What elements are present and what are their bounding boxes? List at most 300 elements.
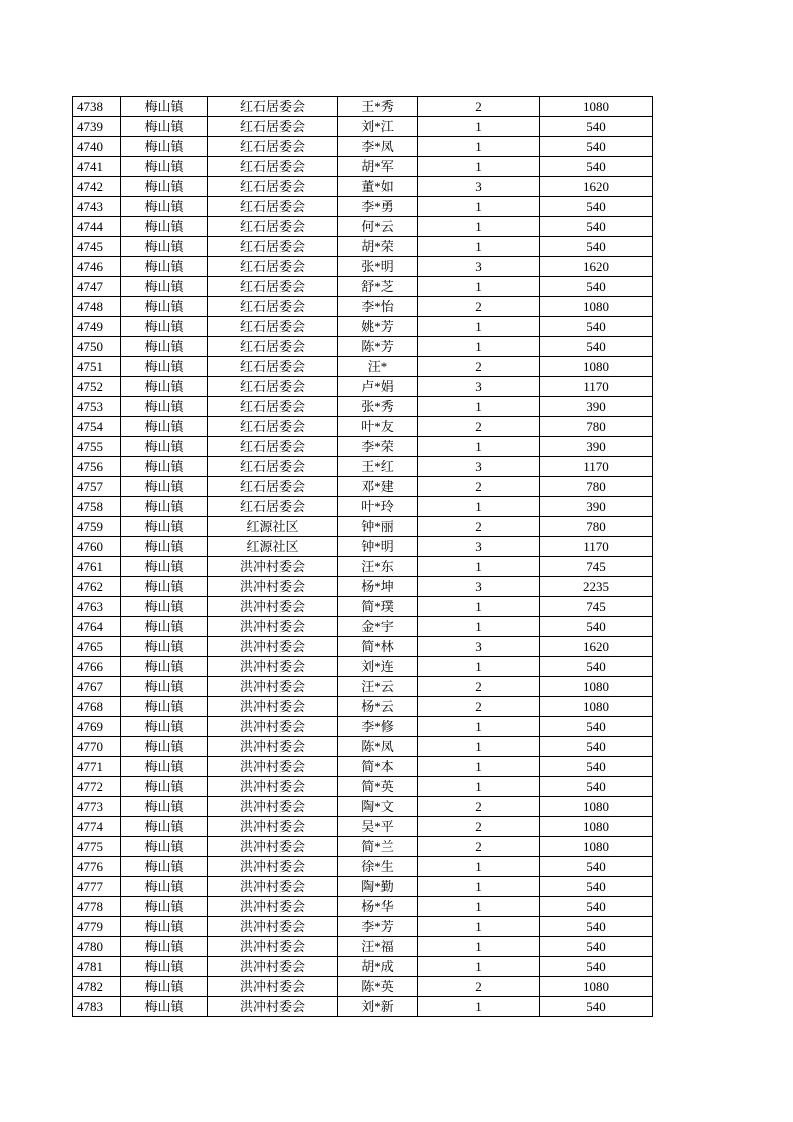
committee-cell: 红石居委会	[208, 157, 338, 177]
household-count-cell: 2	[418, 677, 540, 697]
amount-cell: 540	[540, 757, 653, 777]
household-count-cell: 1	[418, 597, 540, 617]
row-number-cell: 4764	[73, 617, 121, 637]
row-number-cell: 4754	[73, 417, 121, 437]
household-count-cell: 2	[418, 697, 540, 717]
name-cell: 钟*丽	[338, 517, 418, 537]
household-count-cell: 1	[418, 237, 540, 257]
town-cell: 梅山镇	[121, 697, 208, 717]
town-cell: 梅山镇	[121, 477, 208, 497]
row-number-cell: 4779	[73, 917, 121, 937]
table-row	[73, 117, 653, 137]
name-cell: 何*云	[338, 217, 418, 237]
amount-cell: 390	[540, 497, 653, 517]
table-row	[73, 97, 653, 117]
name-cell: 汪*东	[338, 557, 418, 577]
name-cell: 简*璞	[338, 597, 418, 617]
committee-cell: 红石居委会	[208, 197, 338, 217]
name-cell: 陈*凤	[338, 737, 418, 757]
town-cell: 梅山镇	[121, 557, 208, 577]
row-number-cell: 4771	[73, 757, 121, 777]
committee-cell: 洪冲村委会	[208, 557, 338, 577]
table-row	[73, 877, 653, 897]
row-number-cell: 4769	[73, 717, 121, 737]
town-cell: 梅山镇	[121, 277, 208, 297]
committee-cell: 红石居委会	[208, 317, 338, 337]
amount-cell: 1080	[540, 817, 653, 837]
town-cell: 梅山镇	[121, 597, 208, 617]
committee-cell: 洪冲村委会	[208, 937, 338, 957]
row-number-cell: 4774	[73, 817, 121, 837]
table-row	[73, 197, 653, 217]
household-count-cell: 3	[418, 537, 540, 557]
town-cell: 梅山镇	[121, 337, 208, 357]
row-number-cell: 4743	[73, 197, 121, 217]
town-cell: 梅山镇	[121, 917, 208, 937]
town-cell: 梅山镇	[121, 417, 208, 437]
amount-cell: 1080	[540, 97, 653, 117]
household-count-cell: 1	[418, 337, 540, 357]
amount-cell: 780	[540, 417, 653, 437]
row-number-cell: 4738	[73, 97, 121, 117]
household-count-cell: 1	[418, 217, 540, 237]
household-count-cell: 1	[418, 137, 540, 157]
town-cell: 梅山镇	[121, 617, 208, 637]
committee-cell: 洪冲村委会	[208, 977, 338, 997]
table-row	[73, 357, 653, 377]
name-cell: 胡*军	[338, 157, 418, 177]
amount-cell: 1080	[540, 297, 653, 317]
table-row	[73, 477, 653, 497]
row-number-cell: 4763	[73, 597, 121, 617]
committee-cell: 红石居委会	[208, 117, 338, 137]
table-row	[73, 797, 653, 817]
household-count-cell: 3	[418, 377, 540, 397]
town-cell: 梅山镇	[121, 517, 208, 537]
name-cell: 简*本	[338, 757, 418, 777]
row-number-cell: 4781	[73, 957, 121, 977]
household-count-cell: 1	[418, 317, 540, 337]
row-number-cell: 4748	[73, 297, 121, 317]
table-row	[73, 497, 653, 517]
town-cell: 梅山镇	[121, 157, 208, 177]
amount-cell: 540	[540, 217, 653, 237]
row-number-cell: 4767	[73, 677, 121, 697]
household-count-cell: 1	[418, 437, 540, 457]
name-cell: 陈*芳	[338, 337, 418, 357]
town-cell: 梅山镇	[121, 677, 208, 697]
household-count-cell: 1	[418, 877, 540, 897]
committee-cell: 洪冲村委会	[208, 997, 338, 1017]
committee-cell: 红石居委会	[208, 377, 338, 397]
amount-cell: 745	[540, 557, 653, 577]
committee-cell: 红石居委会	[208, 177, 338, 197]
table-row	[73, 557, 653, 577]
committee-cell: 红石居委会	[208, 237, 338, 257]
amount-cell: 2235	[540, 577, 653, 597]
table-row	[73, 697, 653, 717]
row-number-cell: 4751	[73, 357, 121, 377]
amount-cell: 1620	[540, 637, 653, 657]
table-row	[73, 177, 653, 197]
amount-cell: 1080	[540, 797, 653, 817]
name-cell: 简*兰	[338, 837, 418, 857]
town-cell: 梅山镇	[121, 377, 208, 397]
committee-cell: 红石居委会	[208, 457, 338, 477]
row-number-cell: 4747	[73, 277, 121, 297]
committee-cell: 红石居委会	[208, 217, 338, 237]
name-cell: 胡*荣	[338, 237, 418, 257]
amount-cell: 540	[540, 617, 653, 637]
name-cell: 李*勇	[338, 197, 418, 217]
name-cell: 刘*新	[338, 997, 418, 1017]
row-number-cell: 4752	[73, 377, 121, 397]
committee-cell: 洪冲村委会	[208, 697, 338, 717]
committee-cell: 洪冲村委会	[208, 617, 338, 637]
table-row	[73, 297, 653, 317]
committee-cell: 红石居委会	[208, 357, 338, 377]
table-row	[73, 537, 653, 557]
row-number-cell: 4778	[73, 897, 121, 917]
committee-cell: 红源社区	[208, 517, 338, 537]
town-cell: 梅山镇	[121, 937, 208, 957]
table-row	[73, 397, 653, 417]
amount-cell: 540	[540, 117, 653, 137]
amount-cell: 540	[540, 237, 653, 257]
table-row	[73, 817, 653, 837]
town-cell: 梅山镇	[121, 257, 208, 277]
row-number-cell: 4770	[73, 737, 121, 757]
town-cell: 梅山镇	[121, 897, 208, 917]
row-number-cell: 4773	[73, 797, 121, 817]
household-count-cell: 1	[418, 757, 540, 777]
committee-cell: 洪冲村委会	[208, 677, 338, 697]
town-cell: 梅山镇	[121, 817, 208, 837]
row-number-cell: 4783	[73, 997, 121, 1017]
table-row	[73, 417, 653, 437]
household-count-cell: 2	[418, 97, 540, 117]
name-cell: 杨*华	[338, 897, 418, 917]
committee-cell: 洪冲村委会	[208, 737, 338, 757]
row-number-cell: 4757	[73, 477, 121, 497]
household-count-cell: 1	[418, 117, 540, 137]
committee-cell: 洪冲村委会	[208, 837, 338, 857]
committee-cell: 红石居委会	[208, 257, 338, 277]
table-row	[73, 977, 653, 997]
row-number-cell: 4775	[73, 837, 121, 857]
household-count-cell: 1	[418, 737, 540, 757]
committee-cell: 洪冲村委会	[208, 957, 338, 977]
committee-cell: 红石居委会	[208, 417, 338, 437]
name-cell: 金*宇	[338, 617, 418, 637]
committee-cell: 洪冲村委会	[208, 877, 338, 897]
name-cell: 陶*文	[338, 797, 418, 817]
committee-cell: 红石居委会	[208, 97, 338, 117]
committee-cell: 红石居委会	[208, 337, 338, 357]
household-count-cell: 1	[418, 397, 540, 417]
town-cell: 梅山镇	[121, 197, 208, 217]
town-cell: 梅山镇	[121, 657, 208, 677]
committee-cell: 红源社区	[208, 537, 338, 557]
row-number-cell: 4772	[73, 777, 121, 797]
household-count-cell: 1	[418, 197, 540, 217]
household-count-cell: 1	[418, 277, 540, 297]
household-count-cell: 3	[418, 177, 540, 197]
household-count-cell: 1	[418, 717, 540, 737]
name-cell: 邓*建	[338, 477, 418, 497]
amount-cell: 540	[540, 277, 653, 297]
table-row	[73, 637, 653, 657]
amount-cell: 540	[540, 937, 653, 957]
amount-cell: 540	[540, 137, 653, 157]
amount-cell: 540	[540, 657, 653, 677]
household-count-cell: 2	[418, 797, 540, 817]
town-cell: 梅山镇	[121, 457, 208, 477]
committee-cell: 洪冲村委会	[208, 577, 338, 597]
name-cell: 汪*	[338, 357, 418, 377]
row-number-cell: 4768	[73, 697, 121, 717]
name-cell: 简*英	[338, 777, 418, 797]
table-row	[73, 657, 653, 677]
committee-cell: 红石居委会	[208, 137, 338, 157]
name-cell: 吴*平	[338, 817, 418, 837]
table-row	[73, 277, 653, 297]
table-row	[73, 577, 653, 597]
table-row	[73, 997, 653, 1017]
name-cell: 刘*连	[338, 657, 418, 677]
amount-cell: 540	[540, 897, 653, 917]
name-cell: 汪*云	[338, 677, 418, 697]
amount-cell: 1080	[540, 697, 653, 717]
row-number-cell: 4744	[73, 217, 121, 237]
committee-cell: 红石居委会	[208, 497, 338, 517]
table-row	[73, 257, 653, 277]
household-count-cell: 1	[418, 497, 540, 517]
table-row	[73, 617, 653, 637]
amount-cell: 1080	[540, 677, 653, 697]
table-row	[73, 597, 653, 617]
row-number-cell: 4765	[73, 637, 121, 657]
row-number-cell: 4739	[73, 117, 121, 137]
table-row	[73, 757, 653, 777]
amount-cell: 540	[540, 957, 653, 977]
name-cell: 钟*明	[338, 537, 418, 557]
household-count-cell: 2	[418, 477, 540, 497]
committee-cell: 洪冲村委会	[208, 657, 338, 677]
household-count-cell: 1	[418, 917, 540, 937]
name-cell: 李*芳	[338, 917, 418, 937]
town-cell: 梅山镇	[121, 117, 208, 137]
row-number-cell: 4756	[73, 457, 121, 477]
town-cell: 梅山镇	[121, 217, 208, 237]
amount-cell: 540	[540, 997, 653, 1017]
data-table	[72, 96, 653, 1017]
committee-cell: 洪冲村委会	[208, 777, 338, 797]
table-row	[73, 337, 653, 357]
town-cell: 梅山镇	[121, 177, 208, 197]
household-count-cell: 1	[418, 897, 540, 917]
name-cell: 徐*生	[338, 857, 418, 877]
table-row	[73, 137, 653, 157]
committee-cell: 洪冲村委会	[208, 637, 338, 657]
amount-cell: 1170	[540, 377, 653, 397]
household-count-cell: 2	[418, 817, 540, 837]
committee-cell: 红石居委会	[208, 297, 338, 317]
town-cell: 梅山镇	[121, 137, 208, 157]
committee-cell: 红石居委会	[208, 397, 338, 417]
town-cell: 梅山镇	[121, 777, 208, 797]
table-row	[73, 777, 653, 797]
household-count-cell: 2	[418, 297, 540, 317]
household-count-cell: 1	[418, 777, 540, 797]
amount-cell: 390	[540, 397, 653, 417]
name-cell: 董*如	[338, 177, 418, 197]
household-count-cell: 2	[418, 357, 540, 377]
amount-cell: 1620	[540, 257, 653, 277]
table-row	[73, 857, 653, 877]
name-cell: 王*红	[338, 457, 418, 477]
amount-cell: 540	[540, 917, 653, 937]
amount-cell: 540	[540, 157, 653, 177]
household-count-cell: 1	[418, 997, 540, 1017]
amount-cell: 780	[540, 517, 653, 537]
town-cell: 梅山镇	[121, 577, 208, 597]
row-number-cell: 4782	[73, 977, 121, 997]
committee-cell: 洪冲村委会	[208, 917, 338, 937]
table-row	[73, 437, 653, 457]
name-cell: 李*凤	[338, 137, 418, 157]
name-cell: 陶*勤	[338, 877, 418, 897]
name-cell: 杨*坤	[338, 577, 418, 597]
row-number-cell: 4749	[73, 317, 121, 337]
table-row	[73, 317, 653, 337]
household-count-cell: 1	[418, 617, 540, 637]
name-cell: 叶*玲	[338, 497, 418, 517]
name-cell: 叶*友	[338, 417, 418, 437]
town-cell: 梅山镇	[121, 877, 208, 897]
name-cell: 张*明	[338, 257, 418, 277]
table-row	[73, 837, 653, 857]
household-count-cell: 1	[418, 657, 540, 677]
name-cell: 刘*江	[338, 117, 418, 137]
name-cell: 李*荣	[338, 437, 418, 457]
household-count-cell: 3	[418, 637, 540, 657]
town-cell: 梅山镇	[121, 957, 208, 977]
household-count-cell: 3	[418, 577, 540, 597]
table-row	[73, 937, 653, 957]
table-row	[73, 917, 653, 937]
town-cell: 梅山镇	[121, 637, 208, 657]
town-cell: 梅山镇	[121, 997, 208, 1017]
table-row	[73, 237, 653, 257]
committee-cell: 洪冲村委会	[208, 897, 338, 917]
household-count-cell: 3	[418, 257, 540, 277]
town-cell: 梅山镇	[121, 757, 208, 777]
row-number-cell: 4753	[73, 397, 121, 417]
committee-cell: 洪冲村委会	[208, 597, 338, 617]
row-number-cell: 4766	[73, 657, 121, 677]
name-cell: 陈*英	[338, 977, 418, 997]
name-cell: 杨*云	[338, 697, 418, 717]
amount-cell: 540	[540, 337, 653, 357]
name-cell: 张*秀	[338, 397, 418, 417]
row-number-cell: 4758	[73, 497, 121, 517]
committee-cell: 洪冲村委会	[208, 817, 338, 837]
name-cell: 李*修	[338, 717, 418, 737]
committee-cell: 洪冲村委会	[208, 857, 338, 877]
amount-cell: 540	[540, 877, 653, 897]
town-cell: 梅山镇	[121, 857, 208, 877]
committee-cell: 洪冲村委会	[208, 757, 338, 777]
row-number-cell: 4742	[73, 177, 121, 197]
household-count-cell: 2	[418, 417, 540, 437]
row-number-cell: 4780	[73, 937, 121, 957]
amount-cell: 780	[540, 477, 653, 497]
table-body	[73, 97, 653, 1017]
row-number-cell: 4740	[73, 137, 121, 157]
table-row	[73, 517, 653, 537]
household-count-cell: 1	[418, 157, 540, 177]
name-cell: 汪*福	[338, 937, 418, 957]
household-count-cell: 3	[418, 457, 540, 477]
town-cell: 梅山镇	[121, 717, 208, 737]
row-number-cell: 4745	[73, 237, 121, 257]
table-row	[73, 457, 653, 477]
town-cell: 梅山镇	[121, 297, 208, 317]
household-count-cell: 1	[418, 957, 540, 977]
row-number-cell: 4760	[73, 537, 121, 557]
name-cell: 李*怡	[338, 297, 418, 317]
town-cell: 梅山镇	[121, 497, 208, 517]
amount-cell: 540	[540, 197, 653, 217]
row-number-cell: 4761	[73, 557, 121, 577]
row-number-cell: 4750	[73, 337, 121, 357]
amount-cell: 540	[540, 737, 653, 757]
table-row	[73, 677, 653, 697]
town-cell: 梅山镇	[121, 737, 208, 757]
amount-cell: 540	[540, 317, 653, 337]
amount-cell: 1080	[540, 977, 653, 997]
row-number-cell: 4777	[73, 877, 121, 897]
committee-cell: 红石居委会	[208, 477, 338, 497]
amount-cell: 1170	[540, 537, 653, 557]
household-count-cell: 2	[418, 837, 540, 857]
committee-cell: 红石居委会	[208, 277, 338, 297]
row-number-cell: 4762	[73, 577, 121, 597]
town-cell: 梅山镇	[121, 97, 208, 117]
row-number-cell: 4776	[73, 857, 121, 877]
table-row	[73, 897, 653, 917]
town-cell: 梅山镇	[121, 537, 208, 557]
household-count-cell: 2	[418, 977, 540, 997]
table-row	[73, 717, 653, 737]
town-cell: 梅山镇	[121, 317, 208, 337]
amount-cell: 1170	[540, 457, 653, 477]
name-cell: 姚*芳	[338, 317, 418, 337]
name-cell: 简*林	[338, 637, 418, 657]
name-cell: 王*秀	[338, 97, 418, 117]
household-count-cell: 1	[418, 937, 540, 957]
town-cell: 梅山镇	[121, 437, 208, 457]
household-count-cell: 2	[418, 517, 540, 537]
amount-cell: 745	[540, 597, 653, 617]
row-number-cell: 4741	[73, 157, 121, 177]
name-cell: 卢*娟	[338, 377, 418, 397]
town-cell: 梅山镇	[121, 797, 208, 817]
committee-cell: 红石居委会	[208, 437, 338, 457]
committee-cell: 洪冲村委会	[208, 717, 338, 737]
town-cell: 梅山镇	[121, 237, 208, 257]
